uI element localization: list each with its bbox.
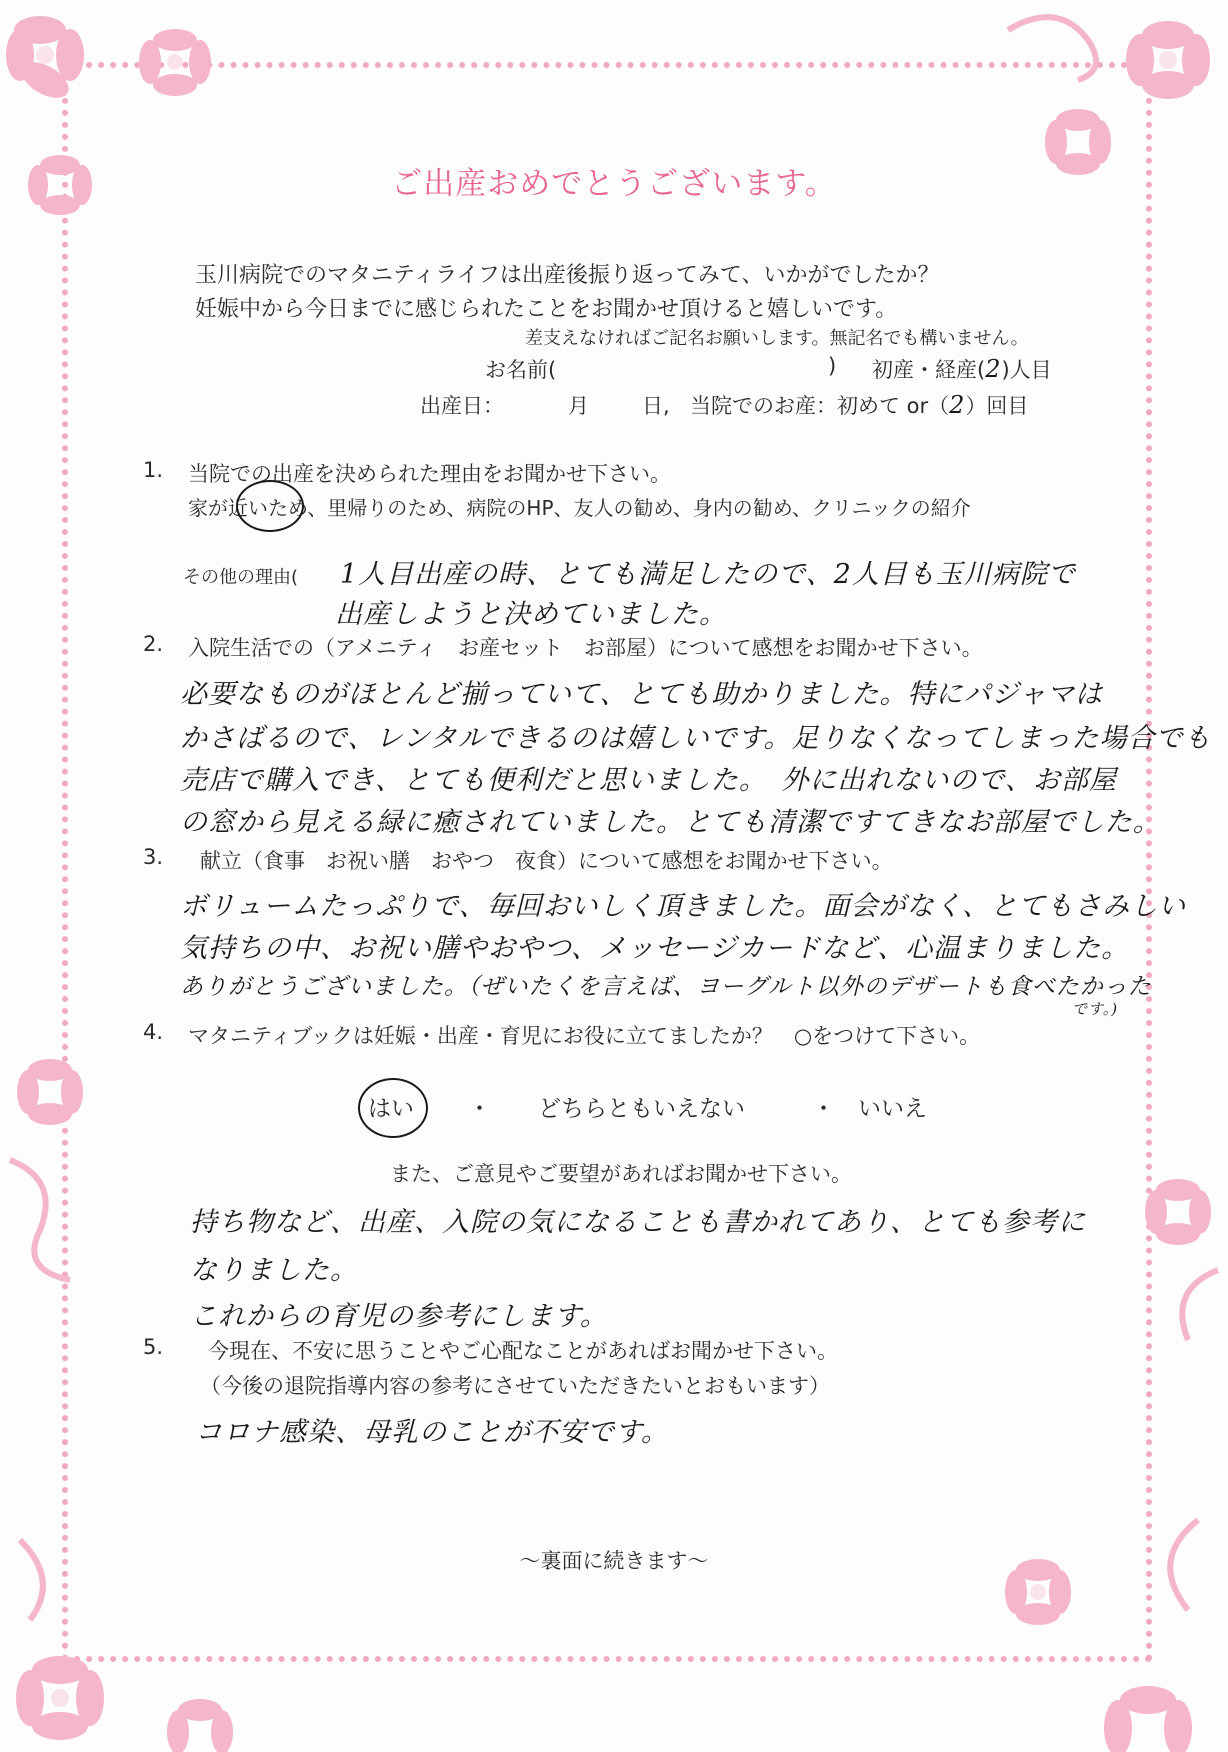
q4-separator-1: ・ [468,1096,491,1122]
month-label: 月 [568,394,589,418]
q4-circle-mark [358,1078,428,1138]
hospital-births-suffix: ）回目 [965,394,1029,418]
q1-circle-mark [236,480,304,532]
q3-answer-tail: です。) [1072,1000,1119,1018]
q1-answer-line-2: 出産しようと決めていました。 [335,599,727,630]
intro-line-1: 玉川病院でのマタニティライフは出産後振り返ってみて、いかがでしたか？ [195,263,940,288]
q3-answer-line-1: ボリュームたっぷりで、毎回おいしく頂きました。面会がなく、とてもさみしい [180,891,1187,922]
q4-choice-neutral: どちらともいえない [538,1096,745,1122]
intro-note: 差支えなければご記名お願いします。無記名でも構いません。 [525,328,1029,349]
page-title: ご出産おめでとうございます。 [391,166,837,202]
q4-number: 4. [143,1020,164,1044]
continued-note: 〜裏面に続きます〜 [519,1549,709,1573]
parity-suffix: )人目 [1001,358,1052,382]
flower-corner-bottom-right [948,1500,1228,1752]
hospital-births-label: 当院でのお産：初めて or（ [690,394,950,418]
q4-separator-2: ・ [812,1096,835,1122]
q3-answer-line-3: ありがとうございました。（ぜいたくを言えば、ヨーグルト以外のデザートも食べたかった [180,974,1152,1000]
q5-number: 5. [143,1335,164,1359]
parity-label: 初産・経産( [872,358,986,382]
q2-answer-line-3: 売店で購入でき、とても便利だと思いました。 外に出れないので、お部屋 [180,765,1117,796]
birth-label: 出産日： [420,394,504,418]
q5-answer: コロナ感染、母乳のことが不安です。 [195,1417,669,1448]
q4-answer-line-2: なりました。 [190,1255,358,1286]
q5-question: 今現在、不安に思うことやご心配なことがあればお聞かせ下さい。 [208,1339,838,1363]
flower-right-middle [1108,1150,1228,1350]
q3-number: 3. [143,845,164,869]
q4-question: マタニティブックは妊娠・出産・育児にお役に立てましたか？ ○をつけて下さい。 [188,1024,981,1048]
parity-field [872,354,1052,384]
q3-answer-line-2: 気持ちの中、お祝い膳やおやつ、メッセージカードなど、心温まりました。 [180,933,1130,964]
q3-question: 献立（食事 お祝い膳 おやつ 夜食）について感想をお聞かせ下さい。 [200,849,893,873]
hospital-births-field [690,390,1028,420]
q4-answer-line-3: これからの育児の参考にします。 [190,1301,608,1332]
q4-choice-no: いいえ [858,1096,927,1122]
q2-answer-line-4: の窓から見える緑に癒されていました。とても清潔ですてきなお部屋でした。 [180,807,1161,838]
q5-sub: （今後の退院指導内容の参考にさせていただきたいとおもいます） [200,1374,830,1398]
q1-answer-line-1: 1人目出産の時、とても満足したので、2人目も玉川病院で [340,559,1076,590]
q1-number: 1. [143,458,164,482]
q1-other-label: その他の理由( [183,567,299,588]
flower-left-middle [0,1030,120,1290]
q2-answer-line-2: かさばるので、レンタルできるのは嬉しいです。足りなくなってしまった場合でも [180,723,1212,754]
q2-answer-line-1: 必要なものがほとんど揃っていて、とても助かりました。特にパジャマは [180,679,1103,710]
day-label: 日, [642,394,670,418]
parity-value: 2 [985,355,1002,383]
name-close: ) [828,354,837,378]
q1-question: 当院での出産を決められた理由をお聞かせ下さい。 [188,462,671,486]
q2-number: 2. [143,632,164,656]
name-label: お名前( [485,358,557,382]
q4-answer-line-1: 持ち物など、出産、入院の気になることも書かれてあり、とても参考に [190,1207,1086,1238]
q4-request: また、ご意見やご要望があればお聞かせ下さい。 [390,1162,852,1186]
intro-line-2: 妊娠中から今日までに感じられたことをお聞かせ頂けると嬉しいです。 [195,297,898,322]
q2-question: 入院生活での（アメニティ お産セット お部屋）について感想をお聞かせ下さい。 [188,636,983,660]
q1-options: 家が近いため、里帰りのため、病院のHP、友人の勧め、身内の勧め、クリニックの紹介 [188,496,971,520]
q4-choice-yes: はい [368,1096,414,1122]
hospital-births-value: 2 [949,391,966,419]
